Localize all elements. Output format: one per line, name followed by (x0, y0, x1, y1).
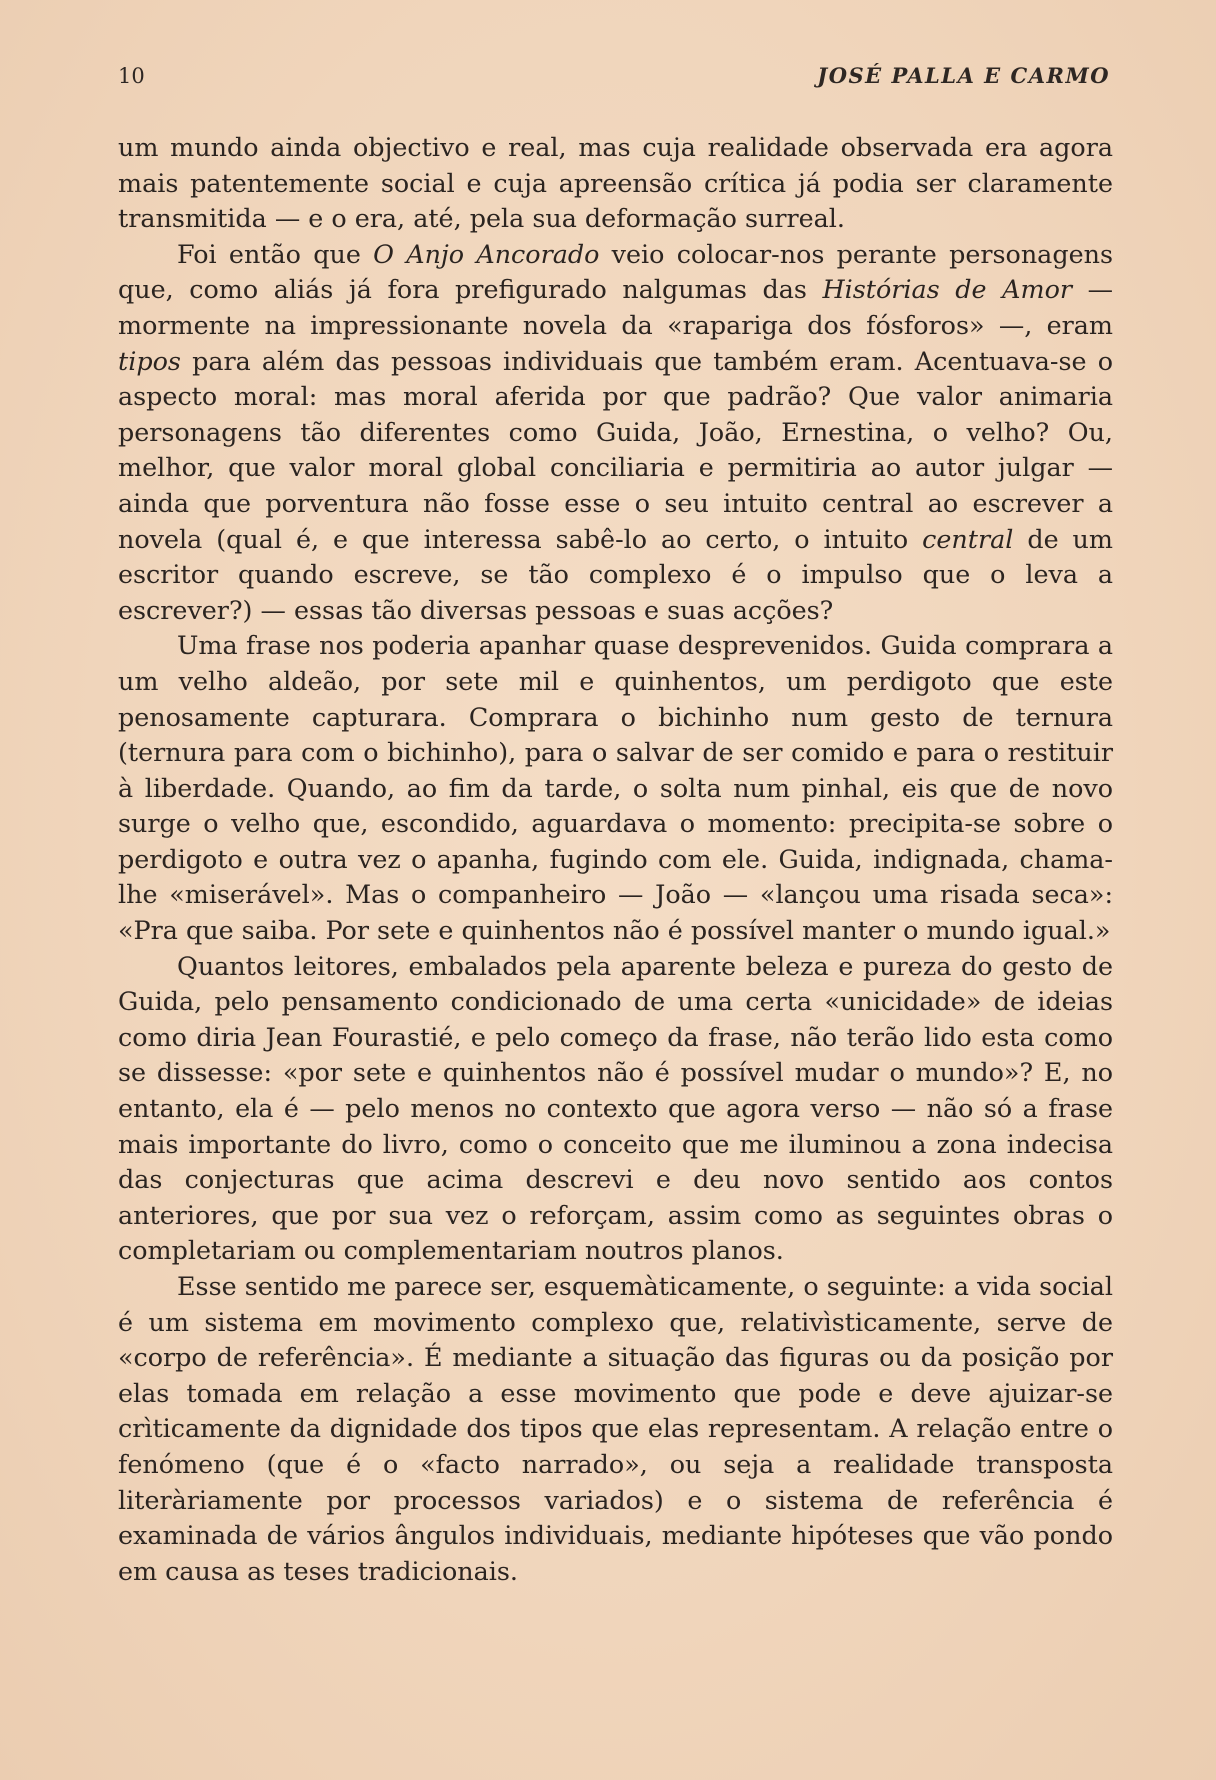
page-number: 10 (118, 64, 145, 88)
paragraph (118, 949, 1113, 1269)
text-segment: para além das pessoas individuais que também eram. Acentuava-se o aspecto moral: mas moral aferida por que padrão? Que valor animaria personagens tão diferentes como Guida, João, Ernestina, o velho? Ou, melhor, que valor moral global conciliaria e permitiria ao autor julgar — ainda que porventura não fosse esse o seu intuito central ao escrever a novela (qual é, e que interessa sabê-lo ao certo, o intuito (118, 345, 1113, 554)
italic-title: central (922, 523, 1014, 554)
text-segment: Esse sentido me parece ser, esquemàticamente, o seguinte: a vida social é um sistema em movimento complexo que, relativìsticamente, serve de «corpo de referência». É mediante a situação das figuras ou da posição por elas tomada em relação a esse movimento que pode e deve ajuizar-se crìticamente da dignidade dos tipos que elas representam. A relação entre o fenómeno (que é o «facto narrado», ou seja a realidade transposta literàriamente por processos variados) e o sistema de referência é examinada de vários ângulos individuais, mediante hipóteses que vão pondo em causa as teses tradicionais. (118, 1271, 1113, 1586)
italic-title: O Anjo Ancorado (373, 238, 600, 269)
text-segment: de um escritor quando escreve, se tão complexo é o impulso que o leva a escrever?) — essas tão diversas pessoas e suas acções? (118, 523, 1113, 625)
italic-title: tipos (118, 345, 181, 376)
text-segment: — mormente na impressionante novela da «rapariga dos fósforos» —, eram (118, 274, 1113, 340)
text-segment: Quantos leitores, embalados pela aparente beleza e pureza do gesto de Guida, pelo pensamento condicionado de uma certa «unicidade» de ideias como diria Jean Fourastié, e pelo começo da frase, não terão lido esta como se dissesse: «por sete e quinhentos não é possível mudar o mundo»? E, no entanto, ela é — pelo menos no contexto que agora verso — não só a frase mais importante do livro, como o conceito que me iluminou a zona indecisa das conjecturas que acima descrevi e deu novo sentido aos contos anteriores, que por sua vez o reforçam, assim como as seguintes obras o completariam ou complementariam noutros planos. (118, 950, 1113, 1266)
paragraph (118, 1269, 1113, 1589)
running-title: JOSÉ PALLA E CARMO (817, 63, 1110, 88)
paragraph (118, 130, 1113, 237)
running-head (118, 58, 1110, 94)
paragraph (118, 237, 1113, 629)
text-segment: Uma frase nos poderia apanhar quase desprevenidos. Guida comprara a um velho aldeão, por sete mil e quinhentos, um perdigoto que este penosamente capturara. Comprara o bichinho num gesto de ternura (ternura para com o bichinho), para o salvar de ser comido e para o restituir à liberdade. Quando, ao fim da tarde, o solta num pinhal, eis que de novo surge o velho que, escondido, aguardava o momento: precipita-se sobre o perdigoto e outra vez o apanha, fugindo com ele. Guida, indignada, chama-lhe «miserável». Mas o companheiro — João — «lançou uma risada seca»: «Pra que saiba. Por sete e quinhentos não é possível manter o mundo igual.» (118, 630, 1113, 946)
paragraph (118, 628, 1113, 948)
text-segment: um mundo ainda objectivo e real, mas cuja realidade observada era agora mais patentemente social e cuja apreensão crítica já podia ser claramente transmitida — e o era, até, pela sua deformação surreal. (118, 132, 1113, 234)
text-segment: Foi então que (177, 238, 374, 269)
text-segment: veio colocar-nos perante personagens que, como aliás já fora prefigurado nalgumas das (118, 238, 1113, 305)
italic-title: Histórias de Amor (822, 274, 1073, 305)
body-text (118, 130, 1113, 1589)
